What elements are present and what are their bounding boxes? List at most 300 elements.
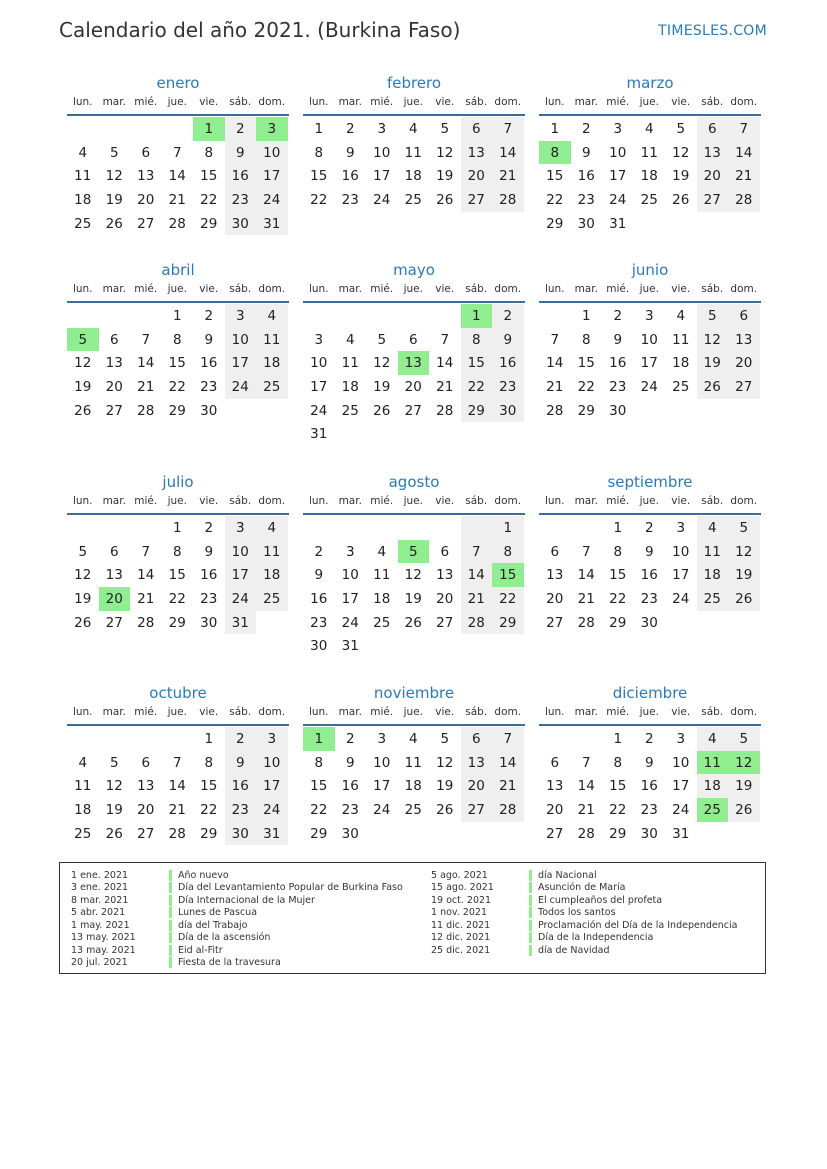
day-cell: 9 (345, 754, 355, 771)
day-cell: 25 (74, 215, 92, 232)
day-cell: 27 (461, 798, 493, 822)
day-cell: 9 (225, 141, 257, 165)
empty-day-cell (398, 304, 430, 328)
weekday-label: lun. (544, 96, 565, 108)
day-cell: 8 (204, 754, 214, 771)
holiday-date: 1 may. 2021 (71, 919, 130, 931)
day-cell: 16 (310, 591, 328, 608)
weekday-label: lun. (308, 283, 329, 295)
legend-column-left (71, 869, 403, 969)
day-cell: 29 (609, 825, 627, 842)
day-cell: 14 (728, 141, 760, 165)
day-cell: 11 (404, 144, 422, 161)
day-grid (539, 516, 761, 634)
empty-day-cell (67, 304, 99, 328)
weekday-label: mié. (370, 706, 394, 718)
day-cell: 14 (492, 751, 524, 775)
day-cell: 17 (256, 774, 288, 798)
weekday-label: sáb. (465, 706, 488, 718)
holiday-name: Día Internacional de la Mujer (178, 894, 315, 906)
month-julio (67, 471, 289, 634)
month-agosto (303, 471, 525, 658)
day-cell: 6 (440, 543, 450, 560)
day-cell: 10 (256, 751, 288, 775)
holiday-name: Asunción de María (538, 882, 626, 894)
weekday-label: mié. (370, 283, 394, 295)
weekday-label: jue. (639, 283, 659, 295)
day-cell: 30 (640, 614, 658, 631)
day-cell: 29 (461, 399, 493, 423)
day-cell: 10 (225, 540, 257, 564)
holiday-marker (529, 870, 532, 881)
day-cell: 9 (644, 543, 654, 560)
weekday-label: lun. (544, 283, 565, 295)
day-cell: 3 (676, 520, 686, 536)
day-cell: 6 (550, 754, 560, 771)
month-octubre (67, 682, 289, 845)
brand-link[interactable]: TIMESLES.COM (658, 23, 767, 39)
weekday-label: lun. (72, 96, 93, 108)
day-cell: 22 (577, 379, 595, 396)
day-cell: 31 (672, 825, 690, 842)
day-cell: 30 (200, 402, 218, 419)
day-cell: 27 (404, 402, 422, 419)
empty-day-cell (162, 117, 194, 141)
holiday-name: día de Navidad (538, 944, 610, 956)
day-cell: 3 (613, 121, 623, 137)
weekday-label: mié. (134, 283, 158, 295)
day-grid (539, 117, 761, 235)
weekday-header (539, 281, 761, 303)
weekday-header (67, 704, 289, 726)
day-cell: 22 (200, 192, 218, 209)
empty-day-cell (303, 304, 335, 328)
day-cell: 22 (168, 591, 186, 608)
holiday-date: 1 ene. 2021 (71, 869, 128, 881)
day-cell: 20 (728, 351, 760, 375)
day-cell: 30 (310, 638, 328, 655)
legend-row (71, 944, 403, 957)
empty-day-cell (67, 727, 99, 751)
weekday-label: vie. (671, 706, 691, 718)
weekday-label: jue. (167, 495, 187, 507)
day-cell: 10 (609, 144, 627, 161)
day-cell: 31 (341, 638, 359, 655)
day-cell: 23 (200, 591, 218, 608)
day-cell: 6 (697, 117, 729, 141)
weekday-label: vie. (671, 283, 691, 295)
day-cell: 31 (310, 426, 328, 443)
day-cell: 17 (640, 355, 658, 372)
day-cell: 26 (728, 587, 760, 611)
day-cell: 7 (461, 540, 493, 564)
day-cell: 30 (492, 399, 524, 423)
day-cell: 19 (74, 379, 92, 396)
holiday-day-cell: 11 (697, 751, 729, 775)
day-cell: 28 (461, 611, 493, 635)
month-name: octubre (149, 684, 207, 702)
day-cell: 10 (341, 567, 359, 584)
day-cell: 8 (172, 331, 182, 348)
day-cell: 30 (609, 402, 627, 419)
day-cell: 7 (440, 331, 450, 348)
day-cell: 4 (78, 754, 88, 771)
day-cell: 14 (577, 778, 595, 795)
day-cell: 9 (204, 543, 214, 560)
day-cell: 28 (728, 188, 760, 212)
day-cell: 25 (640, 192, 658, 209)
empty-day-cell (398, 516, 430, 540)
day-cell: 22 (461, 375, 493, 399)
day-cell: 24 (256, 188, 288, 212)
day-cell: 26 (728, 798, 760, 822)
day-cell: 26 (672, 192, 690, 209)
empty-day-cell (335, 304, 367, 328)
day-cell: 3 (345, 543, 355, 560)
day-cell: 14 (436, 355, 454, 372)
day-cell: 19 (728, 563, 760, 587)
day-cell: 26 (436, 192, 454, 209)
day-cell: 5 (78, 543, 88, 560)
holiday-marker (169, 945, 172, 956)
day-cell: 13 (137, 778, 155, 795)
day-cell: 20 (546, 591, 564, 608)
day-cell: 22 (168, 379, 186, 396)
day-cell: 9 (204, 331, 214, 348)
day-cell: 19 (436, 778, 454, 795)
day-cell: 10 (310, 355, 328, 372)
day-cell: 1 (492, 516, 524, 540)
holiday-name: día Nacional (538, 869, 597, 881)
day-cell: 21 (728, 164, 760, 188)
weekday-label: dom. (494, 96, 522, 108)
day-cell: 23 (492, 375, 524, 399)
day-cell: 25 (697, 587, 729, 611)
weekday-label: vie. (435, 495, 455, 507)
day-grid (67, 304, 289, 422)
day-cell: 13 (461, 141, 493, 165)
day-cell: 20 (461, 164, 493, 188)
holiday-name: Proclamación del Día de la Independencia (538, 919, 738, 931)
weekday-label: dom. (730, 706, 758, 718)
day-cell: 28 (577, 614, 595, 631)
day-cell: 20 (546, 802, 564, 819)
day-cell: 11 (404, 754, 422, 771)
weekday-label: jue. (639, 706, 659, 718)
legend-row (71, 907, 403, 920)
holiday-name: Fiesta de la travesura (178, 957, 281, 969)
holiday-name: Día de la ascensión (178, 932, 271, 944)
day-cell: 20 (697, 164, 729, 188)
day-cell: 24 (310, 402, 328, 419)
day-cell: 25 (404, 802, 422, 819)
weekday-label: mié. (134, 495, 158, 507)
month-diciembre (539, 682, 761, 845)
day-cell: 3 (225, 304, 257, 328)
weekday-label: lun. (544, 495, 565, 507)
day-cell: 15 (168, 567, 186, 584)
month-name: julio (162, 473, 194, 491)
day-cell: 7 (172, 754, 182, 771)
empty-day-cell (99, 727, 131, 751)
day-cell: 26 (105, 215, 123, 232)
day-cell: 6 (109, 543, 119, 560)
day-cell: 26 (436, 802, 454, 819)
weekday-label: dom. (494, 706, 522, 718)
day-grid (539, 727, 761, 845)
day-cell: 25 (341, 402, 359, 419)
weekday-label: mar. (574, 706, 598, 718)
day-cell: 8 (314, 754, 324, 771)
legend-row (71, 957, 403, 970)
weekday-label: vie. (671, 96, 691, 108)
weekday-label: dom. (494, 495, 522, 507)
empty-day-cell (539, 516, 571, 540)
holiday-date: 13 may. 2021 (71, 932, 136, 944)
day-cell: 23 (640, 802, 658, 819)
day-cell: 10 (256, 141, 288, 165)
day-cell: 15 (609, 778, 627, 795)
day-cell: 27 (105, 614, 123, 631)
day-cell: 2 (581, 121, 591, 137)
day-cell: 17 (256, 164, 288, 188)
day-cell: 3 (225, 516, 257, 540)
day-cell: 30 (225, 822, 257, 846)
day-cell: 12 (672, 144, 690, 161)
weekday-label: mié. (134, 96, 158, 108)
day-cell: 12 (728, 540, 760, 564)
day-cell: 3 (377, 121, 387, 137)
day-cell: 31 (609, 215, 627, 232)
day-cell: 27 (546, 614, 564, 631)
empty-day-cell (335, 516, 367, 540)
empty-day-cell (539, 727, 571, 751)
weekday-label: dom. (494, 283, 522, 295)
day-cell: 23 (225, 798, 257, 822)
day-cell: 16 (492, 351, 524, 375)
day-cell: 18 (256, 351, 288, 375)
day-cell: 18 (697, 563, 729, 587)
weekday-label: jue. (403, 495, 423, 507)
day-cell: 9 (345, 144, 355, 161)
weekday-label: sáb. (701, 495, 724, 507)
holiday-day-cell: 13 (398, 351, 430, 375)
day-cell: 22 (310, 802, 328, 819)
month-name: agosto (388, 473, 440, 491)
day-cell: 28 (546, 402, 564, 419)
weekday-header (67, 493, 289, 515)
day-cell: 4 (697, 516, 729, 540)
empty-day-cell (571, 516, 603, 540)
day-cell: 10 (373, 144, 391, 161)
day-cell: 5 (440, 731, 450, 747)
day-cell: 18 (697, 774, 729, 798)
weekday-label: dom. (258, 706, 286, 718)
day-cell: 19 (105, 192, 123, 209)
month-name: junio (631, 261, 669, 279)
weekday-label: dom. (258, 283, 286, 295)
day-cell: 5 (440, 121, 450, 137)
day-cell: 8 (461, 328, 493, 352)
day-cell: 21 (492, 164, 524, 188)
month-name: abril (161, 261, 195, 279)
day-cell: 12 (404, 567, 422, 584)
day-cell: 9 (492, 328, 524, 352)
day-cell: 10 (672, 754, 690, 771)
month-name: febrero (386, 74, 442, 92)
day-cell: 24 (373, 192, 391, 209)
weekday-label: sáb. (229, 706, 252, 718)
weekday-label: mar. (574, 495, 598, 507)
holiday-name: Lunes de Pascua (178, 907, 258, 919)
legend-column-right (431, 869, 737, 957)
weekday-label: mar. (102, 283, 126, 295)
day-cell: 5 (676, 121, 686, 137)
day-cell: 24 (640, 379, 658, 396)
day-cell: 25 (373, 614, 391, 631)
holiday-day-cell: 3 (256, 117, 288, 141)
day-cell: 16 (577, 168, 595, 185)
holiday-marker (529, 920, 532, 931)
day-cell: 13 (697, 141, 729, 165)
day-cell: 24 (672, 802, 690, 819)
day-cell: 24 (672, 591, 690, 608)
day-cell: 23 (577, 192, 595, 209)
day-cell: 2 (204, 520, 214, 536)
day-cell: 27 (546, 825, 564, 842)
day-grid (303, 304, 525, 446)
day-cell: 2 (644, 520, 654, 536)
weekday-label: mar. (102, 706, 126, 718)
day-cell: 19 (728, 774, 760, 798)
empty-day-cell (130, 516, 162, 540)
day-cell: 8 (172, 543, 182, 560)
holiday-name: Eid al-Fitr (178, 944, 223, 956)
day-grid (303, 117, 525, 212)
day-grid (67, 516, 289, 634)
weekday-label: mar. (338, 706, 362, 718)
day-cell: 18 (373, 591, 391, 608)
day-cell: 29 (168, 614, 186, 631)
weekday-label: lun. (308, 96, 329, 108)
day-cell: 9 (314, 567, 324, 584)
day-cell: 13 (436, 567, 454, 584)
day-cell: 19 (74, 591, 92, 608)
empty-day-cell (130, 304, 162, 328)
day-cell: 28 (168, 825, 186, 842)
day-cell: 12 (74, 567, 92, 584)
day-cell: 18 (672, 355, 690, 372)
day-cell: 30 (577, 215, 595, 232)
day-cell: 3 (377, 731, 387, 747)
day-cell: 17 (672, 778, 690, 795)
day-cell: 23 (341, 802, 359, 819)
holiday-day-cell: 25 (697, 798, 729, 822)
day-cell: 13 (461, 751, 493, 775)
day-cell: 14 (492, 141, 524, 165)
weekday-label: jue. (167, 706, 187, 718)
weekday-label: vie. (671, 495, 691, 507)
weekday-label: sáb. (465, 283, 488, 295)
day-cell: 23 (200, 379, 218, 396)
day-cell: 3 (676, 731, 686, 747)
day-cell: 16 (341, 168, 359, 185)
day-cell: 27 (105, 402, 123, 419)
holiday-marker (169, 895, 172, 906)
weekday-label: vie. (199, 96, 219, 108)
day-cell: 27 (436, 614, 454, 631)
day-cell: 5 (377, 331, 387, 348)
day-cell: 24 (225, 587, 257, 611)
day-cell: 14 (168, 168, 186, 185)
day-cell: 2 (204, 308, 214, 324)
empty-day-cell (366, 516, 398, 540)
day-cell: 5 (109, 754, 119, 771)
month-name: mayo (393, 261, 435, 279)
weekday-label: vie. (199, 283, 219, 295)
day-cell: 11 (373, 567, 391, 584)
day-cell: 28 (577, 825, 595, 842)
weekday-label: dom. (258, 495, 286, 507)
legend-row (431, 944, 737, 957)
day-cell: 6 (141, 144, 151, 161)
day-cell: 30 (341, 825, 359, 842)
day-cell: 24 (609, 192, 627, 209)
day-cell: 9 (613, 331, 623, 348)
day-cell: 31 (256, 822, 288, 846)
day-cell: 1 (172, 308, 182, 324)
legend-row (71, 869, 403, 882)
day-cell: 19 (697, 351, 729, 375)
day-cell: 21 (436, 379, 454, 396)
holiday-date: 25 dic. 2021 (431, 944, 491, 956)
empty-day-cell (99, 304, 131, 328)
day-cell: 13 (137, 168, 155, 185)
day-cell: 21 (546, 379, 564, 396)
weekday-header (303, 704, 525, 726)
day-cell: 12 (105, 778, 123, 795)
day-cell: 1 (314, 121, 324, 137)
day-cell: 16 (609, 355, 627, 372)
day-cell: 15 (310, 168, 328, 185)
holiday-day-cell: 8 (539, 141, 571, 165)
day-cell: 13 (546, 778, 564, 795)
legend-row (431, 894, 737, 907)
day-cell: 17 (373, 168, 391, 185)
day-cell: 24 (256, 798, 288, 822)
day-cell: 7 (550, 331, 560, 348)
day-cell: 27 (728, 375, 760, 399)
holiday-marker (169, 957, 172, 968)
day-cell: 11 (256, 328, 288, 352)
day-cell: 24 (225, 375, 257, 399)
day-cell: 29 (168, 402, 186, 419)
weekday-label: sáb. (701, 706, 724, 718)
empty-day-cell (303, 516, 335, 540)
day-cell: 20 (436, 591, 454, 608)
empty-day-cell (461, 516, 493, 540)
day-cell: 19 (404, 591, 422, 608)
holiday-date: 8 mar. 2021 (71, 894, 129, 906)
day-cell: 25 (74, 825, 92, 842)
weekday-label: vie. (199, 495, 219, 507)
day-cell: 15 (200, 168, 218, 185)
day-cell: 26 (697, 375, 729, 399)
day-cell: 18 (404, 168, 422, 185)
day-cell: 20 (105, 379, 123, 396)
empty-day-cell (429, 516, 461, 540)
weekday-header (67, 94, 289, 116)
